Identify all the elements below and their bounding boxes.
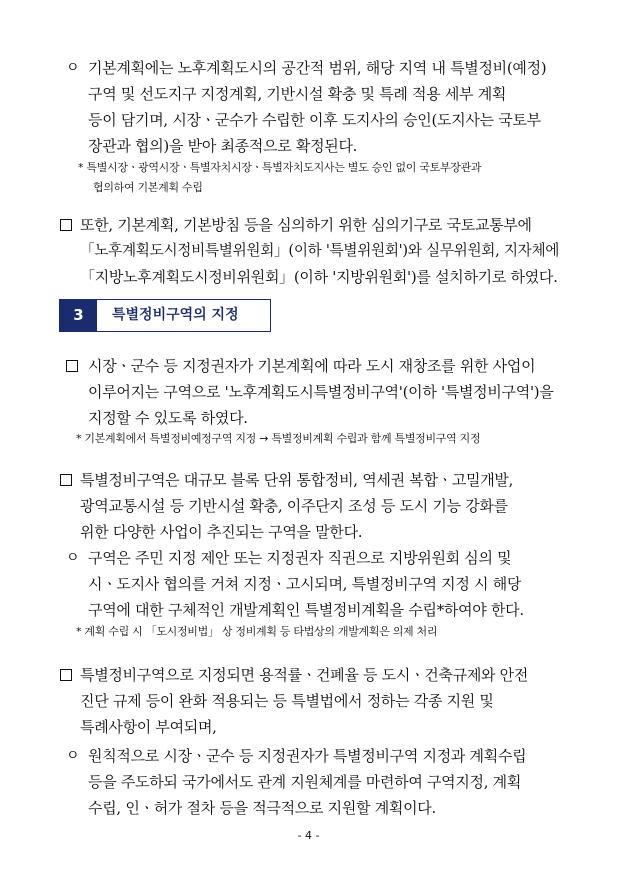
paragraph-line: 지정할 수 있도록 하였다. bbox=[88, 409, 248, 427]
paragraph-line: 시ㆍ도지사 협의를 거쳐 지정ㆍ고시되며, 특별정비구역 지정 시 해당 bbox=[88, 575, 522, 593]
circle-bullet: ㅇ bbox=[66, 550, 80, 566]
paragraph-line: 또한, 기본계획, 기본방침 등을 심의하기 위한 심의기구로 국토교통부에 bbox=[80, 216, 532, 234]
paragraph-line: 특별정비구역으로 지정되면 용적률ㆍ건폐율 등 도시ㆍ건축규제와 안전 bbox=[80, 666, 529, 684]
footnote-line: * 계획 수립 시 「도시정비법」 상 정비계획 등 타법상의 개발계획은 의제 처리 bbox=[76, 625, 438, 638]
paragraph-line: 위한 다양한 사업이 추진되는 구역을 말한다. bbox=[80, 523, 363, 541]
paragraph-line: 구역 및 선도지구 지정계획, 기반시설 확충 및 특례 적용 세부 계획 bbox=[88, 85, 507, 103]
square-bullet-icon bbox=[60, 219, 72, 231]
footnote-line: * 특별시장ㆍ광역시장ㆍ특별자치시장ㆍ특별자치도지사는 별도 승인 없이 국토부장관과 bbox=[78, 161, 482, 174]
footnote-line: * 기본계획에서 특별정비예정구역 지정 → 특별정비계획 수립과 함께 특별정비구역 지정 bbox=[76, 432, 481, 445]
paragraph-line: 「노후계획도시정비특별위원회」(이하 '특별위원회')와 실무위원회, 지자체에 bbox=[80, 242, 560, 259]
page-number: - 4 - bbox=[297, 829, 320, 842]
paragraph-line: 「지방노후계획도시정비위원회」(이하 '지방위원회')를 설치하기로 하였다. bbox=[80, 268, 558, 286]
footnote-line: 협의하여 기본계획 수립 bbox=[93, 181, 203, 194]
paragraph-line: 이루어지는 구역으로 '노후계획도시특별정비구역'(이하 '특별정비구역')을 bbox=[88, 383, 554, 401]
paragraph-line: 장관과 협의)을 받아 최종적으로 확정된다. bbox=[88, 137, 358, 155]
paragraph-line: 원칙적으로 시장ㆍ군수 등 지정권자가 특별정비구역 지정과 계획수립 bbox=[88, 747, 527, 765]
section-title: 특별정비구역의 지정 bbox=[112, 307, 239, 323]
circle-bullet: ㅇ bbox=[66, 748, 80, 764]
paragraph-line: 특별정비구역은 대규모 블록 단위 통합정비, 역세권 복합ㆍ고밀개발, bbox=[80, 471, 514, 489]
section-heading bbox=[59, 299, 271, 332]
paragraph-line: 수립, 인ㆍ허가 절차 등을 적극적으로 지원할 계획이다. bbox=[88, 799, 436, 817]
paragraph-line: 구역에 대한 구체적인 개발계획인 특별정비계획을 수립*하여야 한다. bbox=[88, 601, 524, 619]
paragraph-line: 등이 담기며, 시장ㆍ군수가 수립한 이후 도지사의 승인(도지사는 국토부 bbox=[88, 111, 541, 129]
section-number: 3 bbox=[60, 300, 97, 331]
paragraph-line: 특례사항이 부여되며, bbox=[80, 718, 217, 736]
paragraph-line: 광역교통시설 등 기반시설 확충, 이주단지 조성 등 도시 기능 강화를 bbox=[80, 497, 508, 515]
paragraph-line: 시장ㆍ군수 등 지정권자가 기본계획에 따라 도시 재창조를 위한 사업이 bbox=[88, 357, 536, 375]
paragraph-line: 진단 규제 등이 완화 적용되는 등 특별법에서 정하는 각종 지원 및 bbox=[80, 692, 494, 710]
square-bullet-icon bbox=[66, 360, 78, 372]
paragraph-line: 기본계획에는 노후계획도시의 공간적 범위, 해당 지역 내 특별정비(예정) bbox=[88, 59, 547, 77]
paragraph-line: 구역은 주민 지정 제안 또는 지정권자 직권으로 지방위원회 심의 및 bbox=[88, 549, 512, 567]
square-bullet-icon bbox=[60, 474, 72, 486]
paragraph-line: 등을 주도하되 국가에서도 관계 지원체계를 마련하여 구역지정, 계획 bbox=[88, 773, 522, 791]
square-bullet-icon bbox=[60, 669, 72, 681]
circle-bullet: ㅇ bbox=[66, 60, 80, 76]
